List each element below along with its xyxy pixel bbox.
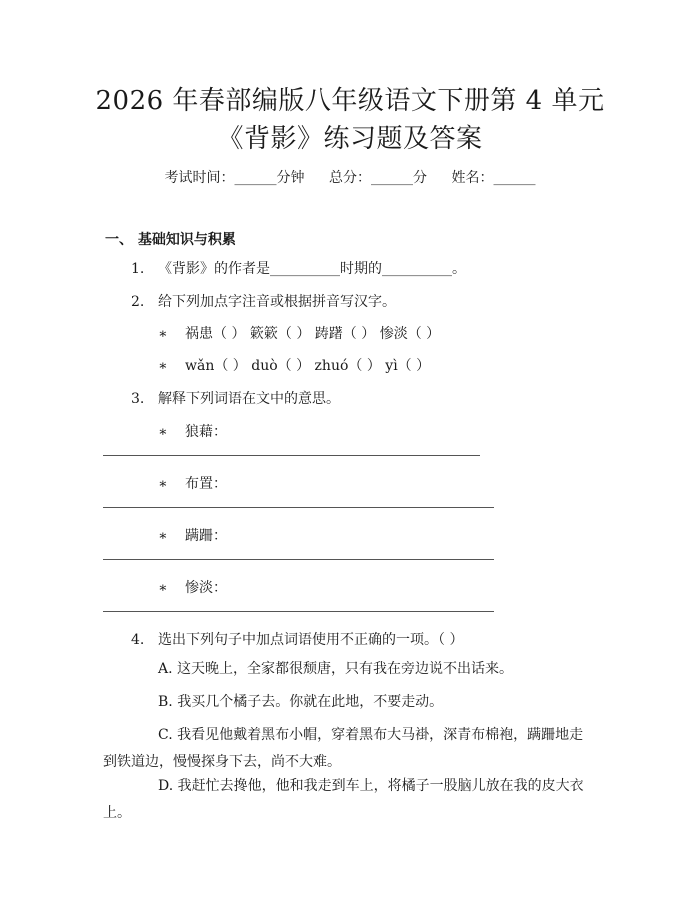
option-c: C. 我看见他戴着黑布小帽，穿着黑布大马褂，深青布棉袍，蹒跚地走到铁道边，慢慢探身下去，尚不大难。 xyxy=(103,727,584,770)
exam-time: 考试时间：______分钟 xyxy=(164,170,305,186)
pinyin-row-text: wǎn（ ） duò（ ） zhuó（ ） yì（ ） xyxy=(185,358,431,374)
question-text: 给下列加点字注音或根据拼音写汉字。 xyxy=(158,294,396,310)
definition-term: 惨淡： xyxy=(185,580,227,596)
definition-term: 狼藉： xyxy=(185,424,227,440)
student-name: 姓名：______ xyxy=(451,170,536,186)
section-heading: 一、 基础知识与积累 xyxy=(105,232,236,248)
question-text: 选出下列句子中加点词语使用不正确的一项。（ ） xyxy=(158,632,464,648)
exam-info xyxy=(0,168,700,188)
option-d: D. 我赶忙去搀他，他和我走到车上，将橘子一股脑儿放在我的皮大衣上。 xyxy=(103,778,584,821)
option-a: A. 这天晚上，全家都很颓唐，只有我在旁边说不出话来。 xyxy=(158,661,514,677)
bullet: ∗ xyxy=(158,424,168,440)
page-title-line1: 2026 年春部编版八年级语文下册第 4 单元 xyxy=(95,86,605,116)
bullet: ∗ xyxy=(158,580,168,596)
bullet: ∗ xyxy=(158,528,168,544)
pinyin-row-text: 祸患（ ） 簌簌（ ） 踌躇（ ） 惨淡（ ） xyxy=(185,326,441,342)
answer-line[interactable] xyxy=(103,559,494,560)
question-number: 2. xyxy=(131,294,145,310)
bullet: ∗ xyxy=(158,476,168,492)
total-score: 总分：______分 xyxy=(329,170,427,186)
question-text: 《背影》的作者是__________时期的__________。 xyxy=(158,261,466,277)
option-b: B. 我买几个橘子去。你就在此地，不要走动。 xyxy=(158,694,444,710)
bullet: ∗ xyxy=(158,358,168,374)
answer-line[interactable] xyxy=(103,455,480,456)
bullet: ∗ xyxy=(158,326,168,342)
page-title-line2: 《背影》练习题及答案 xyxy=(217,124,483,154)
question-number: 1. xyxy=(131,261,145,277)
question-text: 解释下列词语在文中的意思。 xyxy=(158,391,340,407)
definition-term: 布置： xyxy=(185,476,227,492)
definition-term: 蹒跚： xyxy=(185,528,227,544)
answer-line[interactable] xyxy=(103,507,494,508)
answer-line[interactable] xyxy=(103,611,494,612)
question-number: 3. xyxy=(131,391,145,407)
question-number: 4. xyxy=(131,632,145,648)
